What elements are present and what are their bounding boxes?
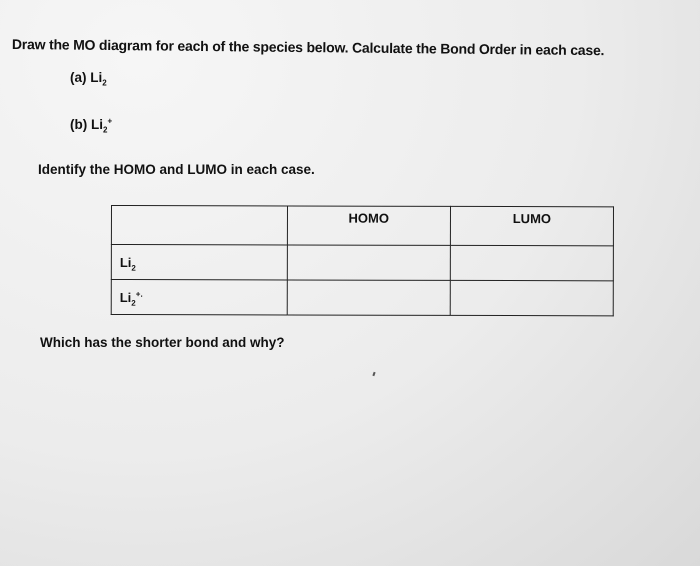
question-identify: Identify the HOMO and LUMO in each case. <box>38 162 315 177</box>
header-blank <box>111 206 287 245</box>
cell-homo[interactable] <box>287 280 450 315</box>
row-species-text: Li <box>119 289 132 305</box>
row-species-superscript: +. <box>135 289 143 299</box>
pen-mark <box>372 372 375 376</box>
header-homo: HOMO <box>287 206 450 245</box>
part-b-label: (b) Li <box>70 117 103 132</box>
part-a-label: (a) Li <box>70 70 103 85</box>
homo-lumo-table <box>111 205 614 316</box>
row-species-text: Li <box>119 254 132 270</box>
part-b-superscript: + <box>107 116 113 126</box>
row-species <box>111 280 287 315</box>
part-b-subscript: 2 <box>103 125 108 135</box>
row-species-subscript: 2 <box>131 298 136 308</box>
table-header-row <box>111 206 613 246</box>
part-a <box>70 70 107 88</box>
header-lumo: LUMO <box>450 206 613 245</box>
question-main: Draw the MO diagram for each of the species below. Calculate the Bond Order in each case. <box>11 36 605 59</box>
table-row <box>111 245 613 281</box>
question-shorter-bond: Which has the shorter bond and why? <box>40 335 285 350</box>
cell-lumo[interactable] <box>450 280 613 315</box>
part-a-subscript: 2 <box>102 78 107 88</box>
row-species-subscript: 2 <box>131 263 136 273</box>
row-species <box>111 245 287 280</box>
cell-lumo[interactable] <box>450 245 613 280</box>
part-b <box>70 116 113 135</box>
table-row <box>111 280 613 316</box>
cell-homo[interactable] <box>287 245 450 280</box>
